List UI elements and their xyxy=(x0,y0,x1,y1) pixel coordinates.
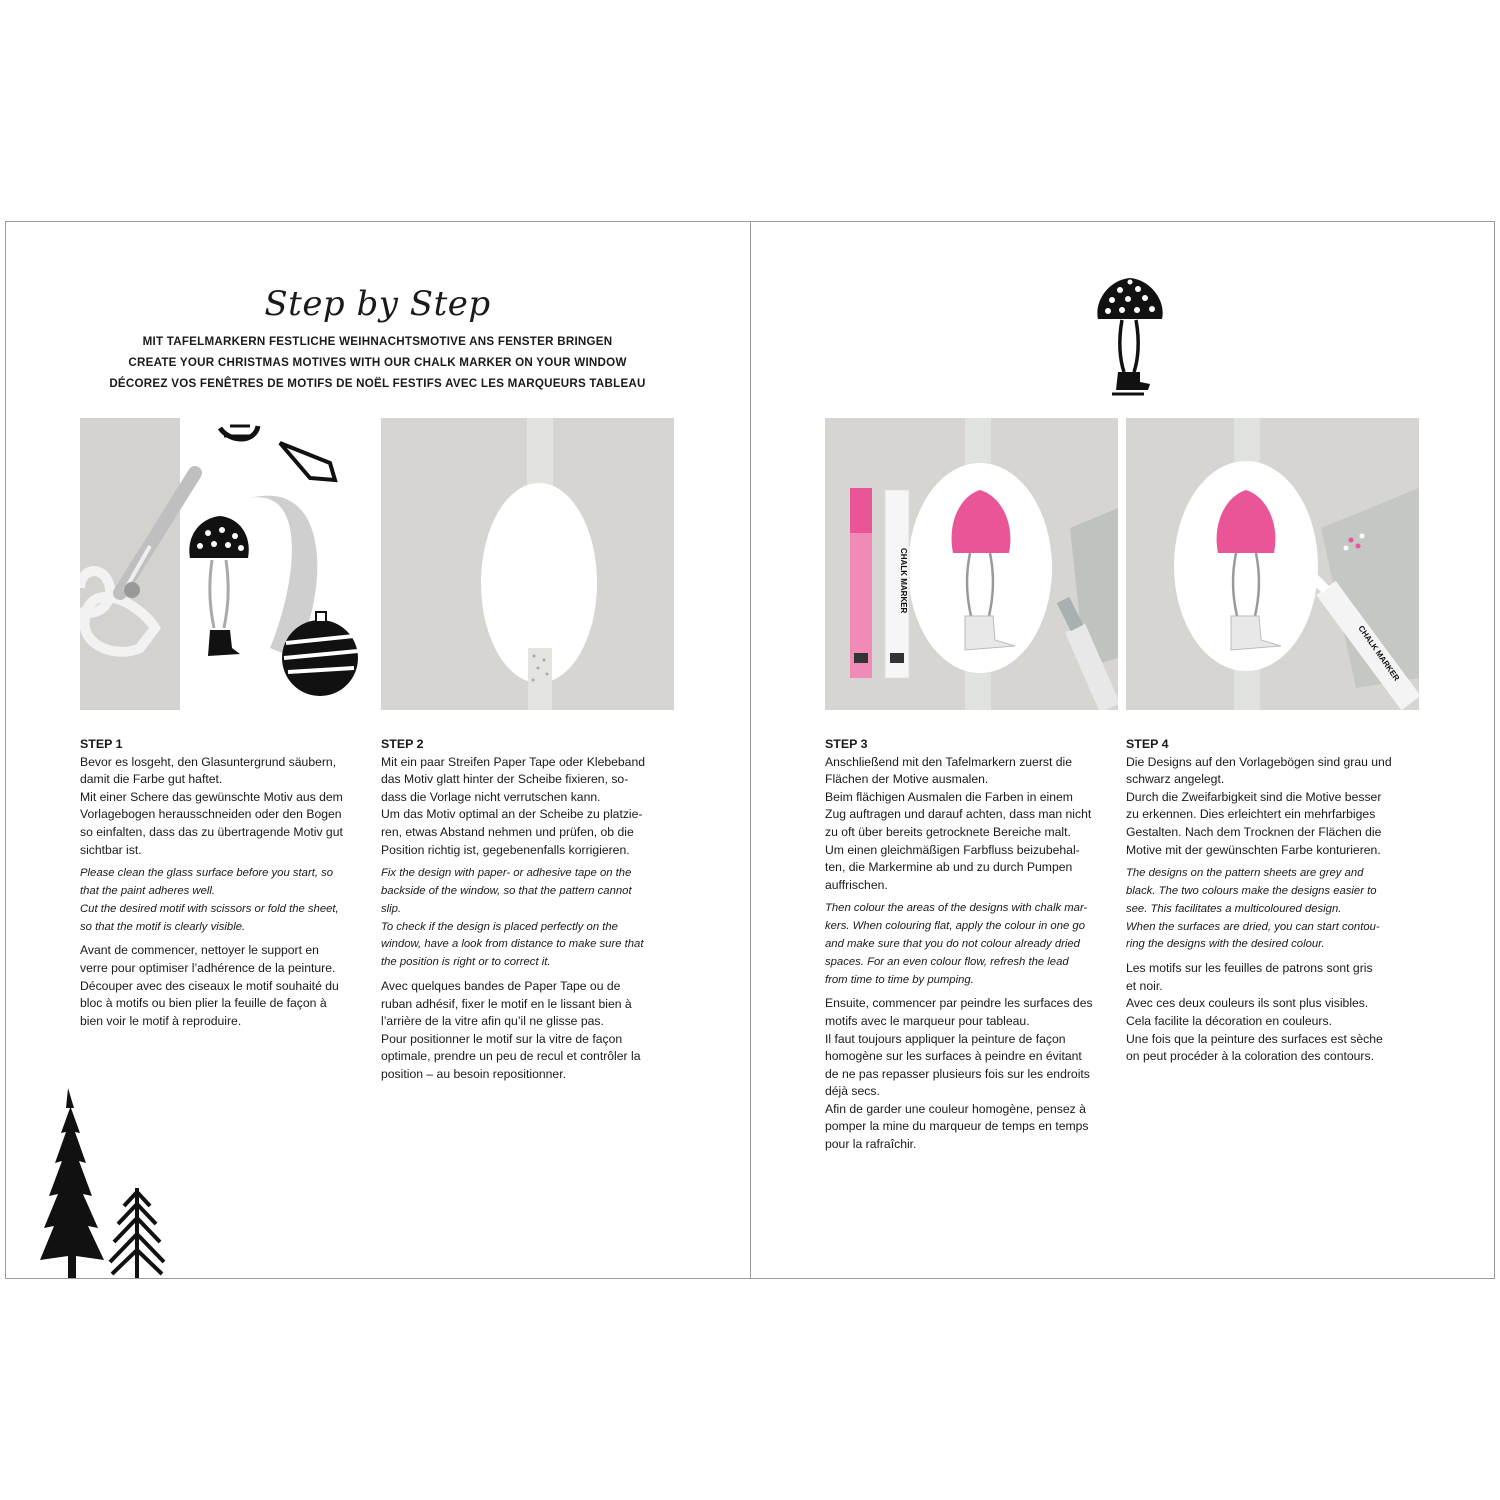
text-line: Anschließend mit den Tafelmarkern zuerst die xyxy=(825,754,1073,769)
text-line: ren, etwas Abstand nehmen und prüfen, ob die xyxy=(381,824,634,839)
text-line: Flächen der Motive ausmalen. xyxy=(825,772,989,787)
text-line: Cela facilite la décoration en couleurs. xyxy=(1126,1013,1332,1028)
photo-step-1 xyxy=(80,418,373,710)
text-line: Découper avec des ciseaux le motif souhaité du xyxy=(80,978,339,993)
text-line: sichtbar ist. xyxy=(80,842,142,857)
text-line: zu oft über bereits getrocknete Bereiche malt. xyxy=(825,824,1071,839)
step-1-en xyxy=(80,865,375,936)
text-line: To check if the design is placed perfectly on the xyxy=(381,920,618,933)
subtitle-fr: DÉCOREZ VOS FENÊTRES DE MOTIFS DE NOËL FESTIFS AVEC LES MARQUEURS TABLEAU xyxy=(109,377,646,390)
text-line: see. This facilitates a multicoloured design. xyxy=(1126,902,1342,915)
step-1-fr xyxy=(80,942,375,1030)
text-line: on peut procéder à la coloration des contours. xyxy=(1126,1049,1374,1064)
text-line: l’arrière de la vitre afin qu’il ne glisse pas. xyxy=(381,1014,604,1029)
text-line: Bevor es losgeht, den Glasuntergrund säubern, xyxy=(80,754,337,769)
tall-tree-icon xyxy=(38,1088,108,1280)
text-line: pour la rafraîchir. xyxy=(825,1137,917,1152)
text-line: Um einen gleichmäßigen Farbfluss beizubehal- xyxy=(825,842,1080,857)
marker-label-white: CHALK MARKER xyxy=(899,548,908,614)
text-line: Mit ein paar Streifen Paper Tape oder Klebeband xyxy=(381,754,646,769)
step-3-en xyxy=(825,900,1120,989)
step-2-en xyxy=(381,865,676,972)
text-line: das Motiv glatt hinter der Scheibe fixieren, so- xyxy=(381,772,629,787)
text-line: et noir. xyxy=(1126,978,1163,993)
text-line: The designs on the pattern sheets are grey and xyxy=(1126,867,1364,880)
text-line: Mit einer Schere das gewünschte Motiv aus dem xyxy=(80,789,343,804)
text-line: and make sure that you do not colour already dried xyxy=(825,937,1080,950)
step-4-fr xyxy=(1126,960,1421,1066)
text-line: Avant de commencer, nettoyer le support en xyxy=(80,943,319,958)
text-line: ruban adhésif, fixer le motif en le lissant bien à xyxy=(381,996,632,1011)
step-1-column xyxy=(80,736,375,1030)
text-line: Motive mit der gewünschten Farbe konturieren. xyxy=(1126,842,1381,857)
small-tree-icon xyxy=(106,1184,168,1280)
subtitle-de: MIT TAFELMARKERN FESTLICHE WEIHNACHTSMOTIVE ANS FENSTER BRINGEN xyxy=(142,335,613,348)
photo-step-2 xyxy=(381,418,674,710)
step-2-column xyxy=(381,736,676,1084)
text-line: Il faut toujours appliquer la peinture de façon xyxy=(825,1031,1066,1046)
step-1-de xyxy=(80,754,375,860)
text-line: schwarz angelegt. xyxy=(1126,772,1225,787)
text-line: pomper la mine du marqueur de temps en temps xyxy=(825,1119,1089,1134)
text-line: Cut the desired motif with scissors or fold the sheet, xyxy=(80,902,339,915)
text-line: Ensuite, commencer par peindre les surfaces des xyxy=(825,996,1093,1011)
step-4-en xyxy=(1126,865,1421,954)
text-line: dass die Vorlage nicht verrutschen kann. xyxy=(381,789,601,804)
text-line: from time to time by pumping. xyxy=(825,973,974,986)
text-line: spaces. For an even colour flow, refresh the lead xyxy=(825,955,1069,968)
text-line: Avec ces deux couleurs ils sont plus visibles. xyxy=(1126,996,1369,1011)
text-line: optimale, prendre un peu de recul et contrôler la xyxy=(381,1049,641,1064)
step-2-fr xyxy=(381,978,676,1084)
text-line: homogène sur les surfaces à peindre en évitant xyxy=(825,1049,1082,1064)
photo-step-3 xyxy=(825,418,1118,710)
text-line: ring the designs with the desired colour. xyxy=(1126,938,1325,951)
step-1-label: STEP 1 xyxy=(80,737,123,751)
step-3-fr xyxy=(825,995,1120,1153)
text-line: Fix the design with paper- or adhesive tape on the xyxy=(381,867,632,880)
step-4-label: STEP 4 xyxy=(1126,737,1169,751)
text-line: zu erkennen. Dies erleichtert ein mehrfarbiges xyxy=(1126,807,1376,822)
photo-step-4 xyxy=(1126,418,1419,710)
text-line: backside of the window, so that the pattern cannot xyxy=(381,884,632,897)
step-2-de xyxy=(381,754,676,860)
text-line: Die Designs auf den Vorlagebögen sind grau und xyxy=(1126,754,1392,769)
text-line: bien voir le motif à reproduire. xyxy=(80,1013,242,1028)
step-2-label: STEP 2 xyxy=(381,737,424,751)
text-line: slip. xyxy=(381,902,402,915)
text-line: Um das Motiv optimal an der Scheibe zu platzie- xyxy=(381,807,643,822)
text-line: window, have a look from distance to make sure that xyxy=(381,938,644,951)
text-line: position – au besoin repositionner. xyxy=(381,1066,566,1081)
page-title: Step by Step xyxy=(264,284,491,324)
text-line: that the paint adheres well. xyxy=(80,884,216,897)
text-line: Pour positionner le motif sur la vitre de façon xyxy=(381,1031,623,1046)
text-line: When the surfaces are dried, you can start contou- xyxy=(1126,920,1380,933)
text-line: de ne pas repasser plusieurs fois sur les endroits xyxy=(825,1066,1090,1081)
text-line: Vorlagebogen herausschneiden oder den Bogen xyxy=(80,807,342,822)
text-line: déjà secs. xyxy=(825,1084,880,1099)
text-line: Gestalten. Nach dem Trocknen der Flächen die xyxy=(1126,824,1382,839)
text-line: ten, die Markermine ab und zu durch Pumpen xyxy=(825,860,1073,875)
text-line: damit die Farbe gut haftet. xyxy=(80,772,223,787)
step-3-de xyxy=(825,754,1120,895)
step-3-column xyxy=(825,736,1120,1154)
text-line: auffrischen. xyxy=(825,877,888,892)
mushroom-icon xyxy=(1090,272,1170,400)
text-line: Beim flächigen Ausmalen die Farben in einem xyxy=(825,789,1073,804)
text-line: kers. When colouring flat, apply the colour in one go xyxy=(825,920,1085,933)
text-line: Zug auftragen und darauf achten, dass man nicht xyxy=(825,807,1092,822)
text-line: Les motifs sur les feuilles de patrons sont gris xyxy=(1126,961,1373,976)
step-4-de xyxy=(1126,754,1421,860)
text-line: the position is right or to correct it. xyxy=(381,956,551,969)
text-line: motifs avec le marqueur pour tableau. xyxy=(825,1013,1030,1028)
text-line: Position richtig ist, gegebenenfalls korrigieren. xyxy=(381,842,630,857)
step-3-label: STEP 3 xyxy=(825,737,868,751)
subtitle-en: CREATE YOUR CHRISTMAS MOTIVES WITH OUR CHALK MARKER ON YOUR WINDOW xyxy=(128,356,627,369)
text-line: Please clean the glass surface before you start, so xyxy=(80,867,334,880)
text-line: verre pour optimiser l’adhérence de la peinture. xyxy=(80,960,336,975)
text-line: Afin de garder une couleur homogène, pensez à xyxy=(825,1101,1086,1116)
page-spine xyxy=(750,221,751,1279)
text-line: so that the motif is clearly visible. xyxy=(80,920,246,933)
text-line: so einfalten, dass das zu übertragende Motiv gut xyxy=(80,824,343,839)
text-line: Durch die Zweifarbigkeit sind die Motive besser xyxy=(1126,789,1382,804)
text-line: Avec quelques bandes de Paper Tape ou de xyxy=(381,978,621,993)
text-line: Then colour the areas of the designs with chalk mar- xyxy=(825,902,1088,915)
marker-label-step4: CHALK MARKER xyxy=(1356,623,1402,683)
text-line: bloc à motifs ou bien plier la feuille de façon à xyxy=(80,996,327,1011)
text-line: Une fois que la peinture des surfaces est sèche xyxy=(1126,1031,1383,1046)
text-line: black. The two colours make the designs easier to xyxy=(1126,884,1377,897)
step-4-column xyxy=(1126,736,1421,1066)
